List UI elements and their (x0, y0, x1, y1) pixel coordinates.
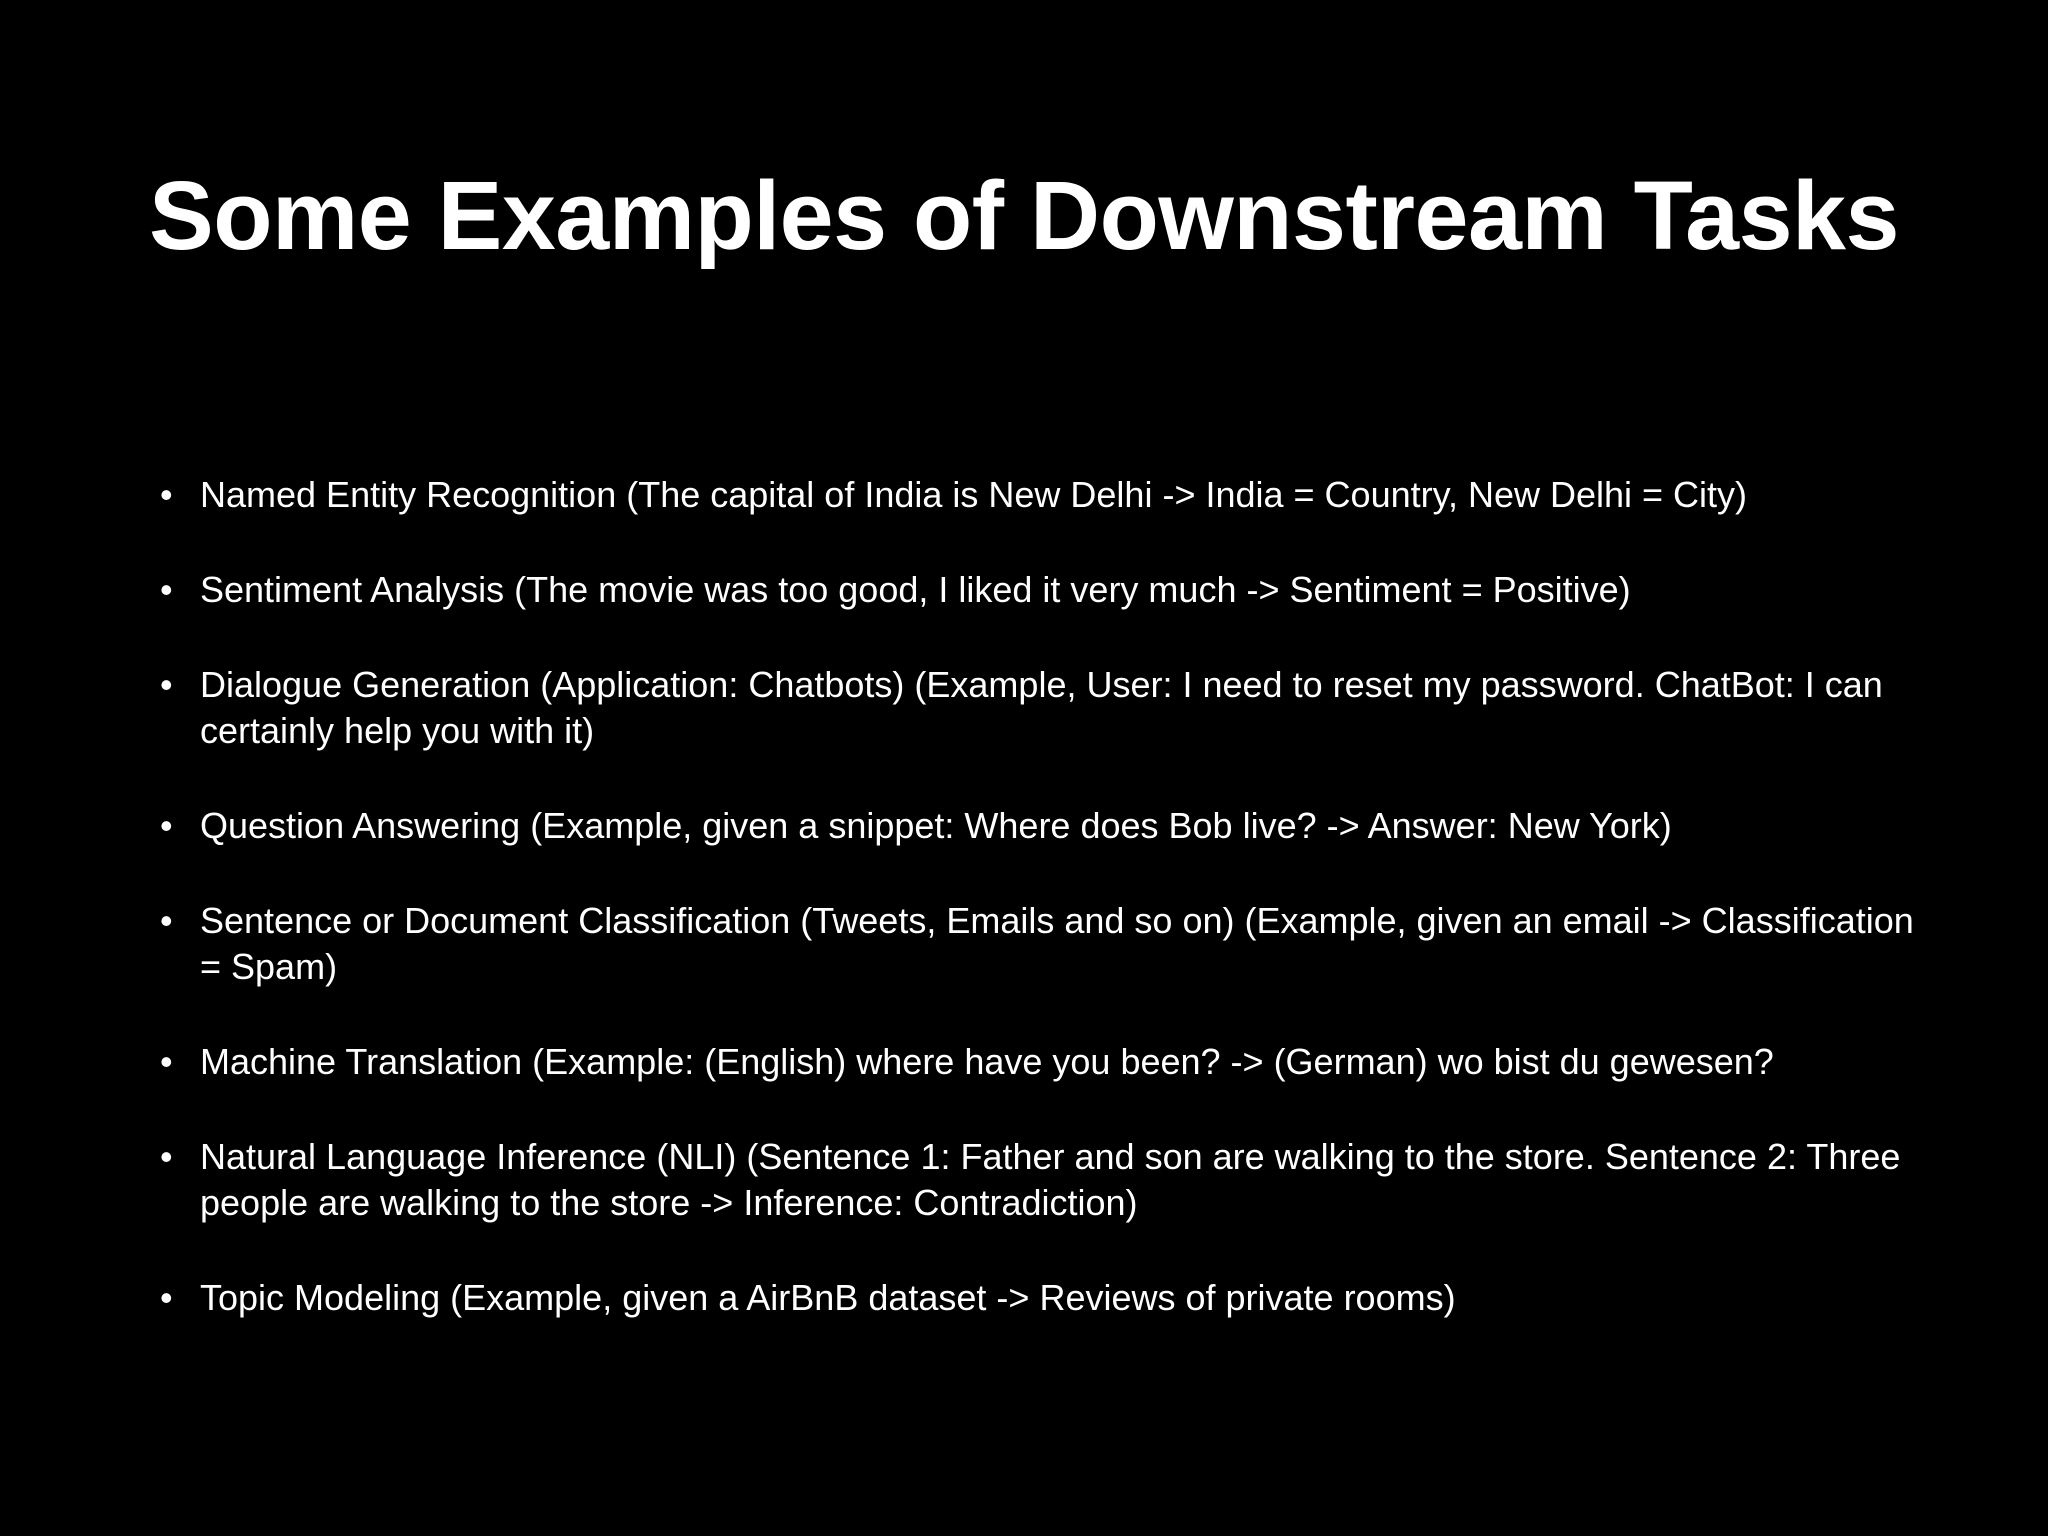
bullet-list (160, 472, 1920, 1370)
bullet-icon: • (160, 1277, 173, 1318)
bullet-icon: • (160, 474, 173, 515)
slide-title: Some Examples of Downstream Tasks (149, 161, 1899, 270)
bullet-icon: • (160, 900, 173, 941)
list-item-text: Named Entity Recognition (The capital of India is New Delhi -> India = Country, New Delhi = City) (200, 474, 1748, 515)
bullet-icon: • (160, 1041, 173, 1082)
list-item (160, 803, 1920, 849)
list-item-text: Topic Modeling (Example, given a AirBnB dataset -> Reviews of private rooms) (200, 1277, 1456, 1318)
bullet-icon: • (160, 664, 173, 705)
list-item (160, 472, 1920, 518)
list-item (160, 662, 1920, 754)
list-item-text: Natural Language Inference (NLI) (Sentence 1: Father and son are walking to the store. Sentence 2: Three people are walking to the store -> Inference: Contradiction) (200, 1136, 1901, 1223)
list-item (160, 1134, 1920, 1226)
list-item-text: Sentiment Analysis (The movie was too good, I liked it very much -> Sentiment = Positive) (200, 569, 1631, 610)
list-item-text: Sentence or Document Classification (Tweets, Emails and so on) (Example, given an email -> Classification = Spam) (200, 900, 1914, 987)
list-item (160, 1039, 1920, 1085)
bullet-icon: • (160, 805, 173, 846)
bullet-icon: • (160, 1136, 173, 1177)
list-item-text: Question Answering (Example, given a snippet: Where does Bob live? -> Answer: New York) (200, 805, 1672, 846)
list-item-text: Dialogue Generation (Application: Chatbots) (Example, User: I need to reset my password. ChatBot: I can certainly help you with it) (200, 664, 1883, 751)
list-item (160, 567, 1920, 613)
bullet-icon: • (160, 569, 173, 610)
list-item-text: Machine Translation (Example: (English) where have you been? -> (German) wo bist du gewesen? (200, 1041, 1774, 1082)
list-item (160, 1275, 1920, 1321)
list-item (160, 898, 1920, 990)
